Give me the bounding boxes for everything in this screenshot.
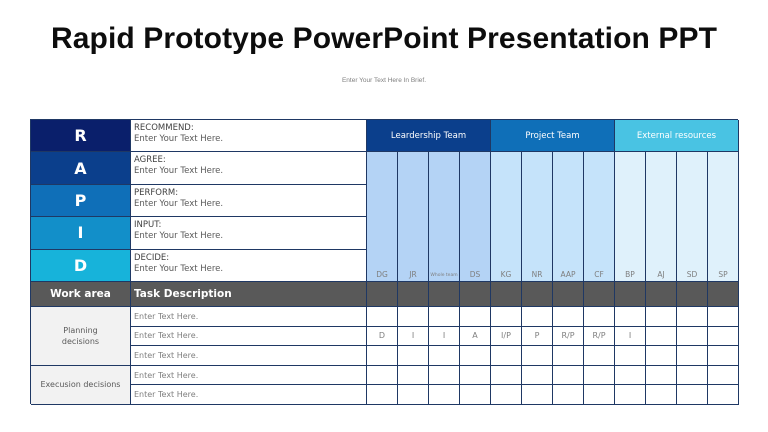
matrix-cell[interactable] <box>491 385 522 405</box>
rapid-role-i[interactable] <box>131 217 367 249</box>
role-label: INPUT: <box>134 220 162 231</box>
work-area-0: Planning decisions <box>31 307 131 366</box>
rapid-matrix-table <box>30 119 738 404</box>
matrix-cell[interactable] <box>429 366 460 386</box>
column-header-11: SP <box>708 152 739 282</box>
matrix-cell[interactable] <box>460 366 491 386</box>
dark-header-cell <box>460 282 491 307</box>
matrix-cell[interactable] <box>553 346 584 366</box>
matrix-cell[interactable] <box>367 385 398 405</box>
matrix-cell[interactable] <box>615 385 646 405</box>
matrix-cell[interactable] <box>429 385 460 405</box>
matrix-cell[interactable] <box>491 307 522 327</box>
matrix-cell[interactable] <box>646 346 677 366</box>
rapid-letter-d: D <box>31 250 131 282</box>
rapid-role-p[interactable] <box>131 185 367 217</box>
matrix-cell[interactable] <box>460 346 491 366</box>
matrix-cell[interactable] <box>708 327 739 347</box>
dark-header-cell <box>553 282 584 307</box>
role-text: Enter Your Text Here. <box>134 198 224 209</box>
matrix-cell[interactable] <box>646 385 677 405</box>
matrix-cell[interactable] <box>615 307 646 327</box>
matrix-cell[interactable] <box>398 385 429 405</box>
column-header-0: DG <box>367 152 398 282</box>
task-description-cell[interactable]: Enter Text Here. <box>131 366 367 386</box>
matrix-cell[interactable] <box>522 346 553 366</box>
matrix-cell[interactable] <box>677 385 708 405</box>
dark-header-cell <box>398 282 429 307</box>
matrix-cell[interactable]: P <box>522 327 553 347</box>
matrix-cell[interactable] <box>584 307 615 327</box>
task-description-cell[interactable]: Enter Text Here. <box>131 346 367 366</box>
dark-header-cell <box>429 282 460 307</box>
dark-header-cell <box>677 282 708 307</box>
dark-header-cell <box>615 282 646 307</box>
matrix-cell[interactable] <box>429 346 460 366</box>
matrix-cell[interactable] <box>398 307 429 327</box>
column-header-2: Whole team <box>429 152 460 282</box>
column-header-7: CF <box>584 152 615 282</box>
matrix-cell[interactable] <box>522 385 553 405</box>
matrix-cell[interactable] <box>708 366 739 386</box>
matrix-cell[interactable] <box>367 366 398 386</box>
role-text: Enter Your Text Here. <box>134 263 224 274</box>
rapid-letter-i: I <box>31 217 131 249</box>
matrix-cell[interactable] <box>553 307 584 327</box>
dark-header-cell <box>646 282 677 307</box>
slide-subtitle: Enter Your Text Here In Brief. <box>341 77 427 84</box>
rapid-role-a[interactable] <box>131 152 367 184</box>
matrix-cell[interactable] <box>677 366 708 386</box>
column-header-6: AAP <box>553 152 584 282</box>
matrix-cell[interactable] <box>398 346 429 366</box>
matrix-cell[interactable] <box>708 385 739 405</box>
matrix-cell[interactable] <box>491 366 522 386</box>
work-area-header: Work area <box>31 282 131 307</box>
matrix-cell[interactable] <box>460 307 491 327</box>
column-header-4: KG <box>491 152 522 282</box>
dark-header-cell <box>491 282 522 307</box>
column-header-9: AJ <box>646 152 677 282</box>
rapid-role-r[interactable] <box>131 120 367 152</box>
matrix-cell[interactable] <box>646 327 677 347</box>
slide-title: Rapid Prototype PowerPoint Presentation PPT <box>50 22 718 55</box>
matrix-cell[interactable] <box>677 346 708 366</box>
matrix-cell[interactable]: D <box>367 327 398 347</box>
matrix-cell[interactable] <box>646 307 677 327</box>
task-description-header: Task Description <box>131 282 367 307</box>
role-label: PERFORM: <box>134 187 179 198</box>
dark-header-cell <box>522 282 553 307</box>
matrix-cell[interactable] <box>367 346 398 366</box>
matrix-cell[interactable] <box>584 366 615 386</box>
column-header-10: SD <box>677 152 708 282</box>
role-label: RECOMMEND: <box>134 123 194 133</box>
role-text: Enter Your Text Here. <box>134 166 224 177</box>
matrix-cell[interactable] <box>429 307 460 327</box>
matrix-cell[interactable]: R/P <box>584 327 615 347</box>
matrix-cell[interactable] <box>522 366 553 386</box>
column-header-8: BP <box>615 152 646 282</box>
matrix-cell[interactable]: I <box>398 327 429 347</box>
role-text: Enter Your Text Here. <box>134 231 224 242</box>
column-header-1: JR <box>398 152 429 282</box>
role-label: DECIDE: <box>134 252 170 263</box>
matrix-cell[interactable] <box>615 346 646 366</box>
matrix-cell[interactable] <box>677 327 708 347</box>
matrix-cell[interactable] <box>708 307 739 327</box>
matrix-cell[interactable] <box>584 346 615 366</box>
matrix-cell[interactable] <box>615 366 646 386</box>
rapid-letter-a: A <box>31 152 131 184</box>
matrix-cell[interactable]: I <box>429 327 460 347</box>
matrix-cell[interactable]: I <box>615 327 646 347</box>
group-header-1: Project Team <box>491 120 615 152</box>
matrix-cell[interactable] <box>398 366 429 386</box>
matrix-cell[interactable]: A <box>460 327 491 347</box>
matrix-cell[interactable] <box>553 385 584 405</box>
matrix-cell[interactable] <box>584 385 615 405</box>
column-header-5: NR <box>522 152 553 282</box>
matrix-cell[interactable] <box>646 366 677 386</box>
role-label: AGREE: <box>134 155 166 166</box>
rapid-letter-p: P <box>31 185 131 217</box>
group-header-0: Leardership Team <box>367 120 491 152</box>
task-description-cell[interactable]: Enter Text Here. <box>131 327 367 347</box>
matrix-cell[interactable] <box>491 346 522 366</box>
task-description-cell[interactable]: Enter Text Here. <box>131 385 367 405</box>
matrix-cell[interactable]: R/P <box>553 327 584 347</box>
role-text: Enter Your Text Here. <box>134 134 224 144</box>
matrix-cell[interactable] <box>553 366 584 386</box>
rapid-letter-r: R <box>31 120 131 152</box>
work-area-1: Execusion decisions <box>31 366 131 405</box>
dark-header-cell <box>708 282 739 307</box>
task-description-cell[interactable]: Enter Text Here. <box>131 307 367 327</box>
matrix-cell[interactable] <box>460 385 491 405</box>
group-header-2: External resources <box>615 120 739 152</box>
dark-header-cell <box>367 282 398 307</box>
rapid-role-d[interactable] <box>131 250 367 282</box>
matrix-cell[interactable] <box>708 346 739 366</box>
matrix-cell[interactable]: I/P <box>491 327 522 347</box>
matrix-cell[interactable] <box>677 307 708 327</box>
matrix-cell[interactable] <box>367 307 398 327</box>
column-header-3: DS <box>460 152 491 282</box>
dark-header-cell <box>584 282 615 307</box>
matrix-cell[interactable] <box>522 307 553 327</box>
